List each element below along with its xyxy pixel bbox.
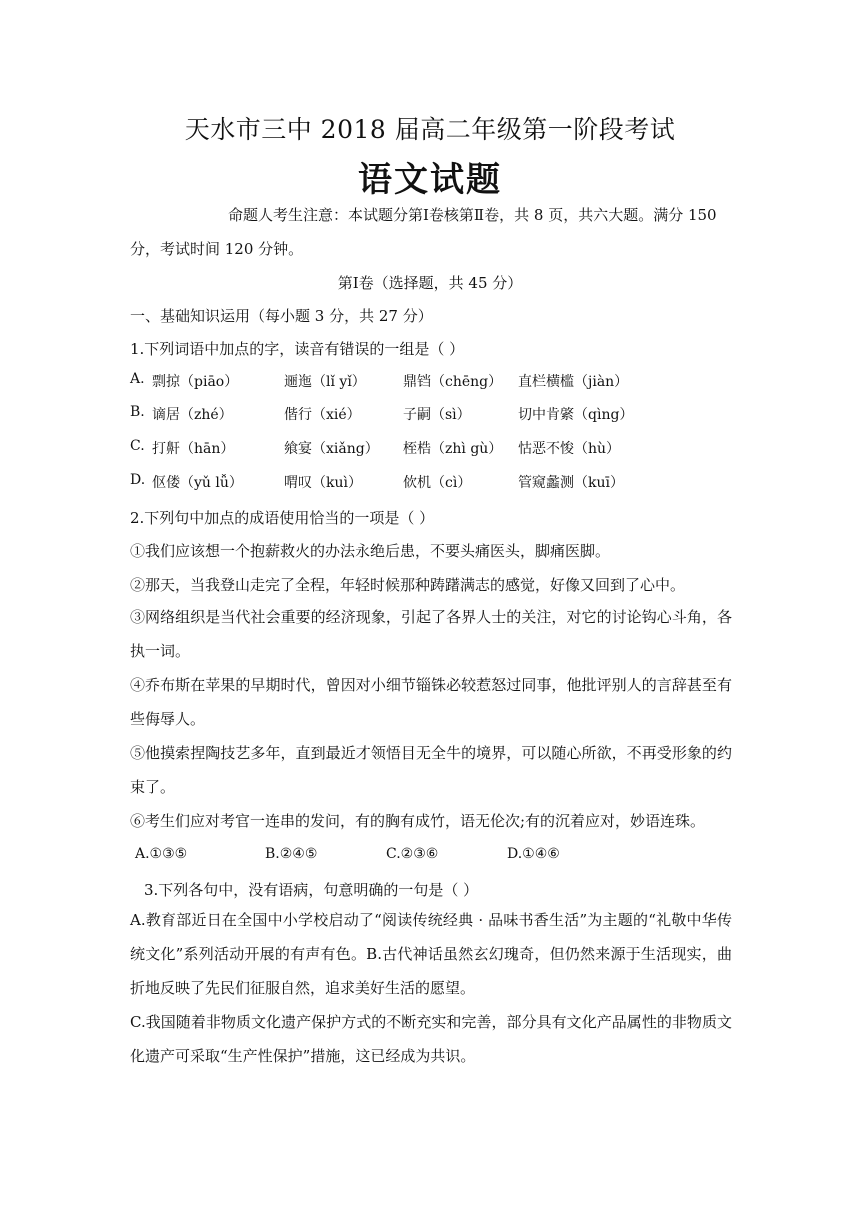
sentence-1: ①我们应该想一个抱薪救火的办法永绝后患，不要头痛医头，脚痛医脚。	[130, 542, 611, 560]
choice-a: A.①③⑤	[135, 846, 188, 862]
question-2-stem: 2.下列句中加点的成语使用恰当的一项是（ ）	[130, 509, 435, 527]
word-item: 直栏横槛（jiàn）	[518, 374, 629, 390]
word-item: 偕行（xié）	[284, 407, 361, 423]
q3-option-c: C.我国随着非物质文化遗产保护方式的不断充实和完善，部分具有文化产品属性的非物质文化遗产可采取“生产性保护”措施，这已经成为共识。	[130, 1013, 732, 1065]
question-1-stem: 1.下列词语中加点的字，读音有错误的一组是（ ）	[130, 340, 465, 358]
word-item: 剽掠（piāo）	[152, 374, 239, 390]
sentence-6: ⑥考生们应对考官一连串的发问，有的胸有成竹，语无伦次;有的沉着应对，妙语连珠。	[130, 812, 706, 830]
sentence-3: ③网络组织是当代社会重要的经济现象，引起了各界人士的关注，对它的讨论钩心斗角，各执一词。	[130, 608, 732, 660]
word-item: 谪居（zhé）	[152, 407, 233, 423]
word-item: 打鼾（hān）	[152, 441, 235, 457]
notice-line-2: 分，考试时间 120 分钟。	[130, 240, 304, 258]
part-heading: 一、基础知识运用（每小题 3 分，共 27 分）	[130, 307, 433, 325]
option-label: C.	[130, 438, 145, 454]
word-item: 喟叹（kuì）	[284, 475, 362, 491]
word-item: 子嗣（sì）	[403, 407, 471, 423]
choice-c: C.②③⑥	[386, 846, 439, 862]
exam-title: 天水市三中 2018 届高二年级第一阶段考试	[184, 115, 676, 144]
word-item: 桎梏（zhì gù）	[403, 441, 503, 457]
word-item: 逦迤（lǐ yǐ）	[284, 374, 366, 390]
word-item: 佽机（cì）	[403, 475, 472, 491]
option-label: A.	[130, 371, 145, 387]
choice-b: B.②④⑤	[265, 846, 318, 862]
option-label: B.	[130, 404, 145, 420]
word-item: 切中肯綮（qìng）	[518, 407, 634, 423]
choice-d: D.①④⑥	[507, 846, 560, 862]
word-item: 怙恶不悛（hù）	[518, 441, 621, 457]
sentence-5: ⑤他摸索捏陶技艺多年，直到最近才领悟目无全牛的境界，可以随心所欲，不再受形象的约束了。	[130, 744, 732, 796]
q3-option-a-b: A.教育部近日在全国中小学校启动了“阅读传统经典 · 品味书香生活”为主题的“礼敬中华传统文化”系列活动开展的有声有色。B.古代神话虽然玄幻瑰奇，但仍然来源于生活现实，曲折地反映了先民们征服自然，追求美好生活的愿望。	[130, 911, 732, 997]
sentence-4: ④乔布斯在苹果的早期时代，曾因对小细节锱铢必较惹怒过同事，他批评别人的言辞甚至有些侮辱人。	[130, 676, 732, 728]
sentence-2: ②那天，当我登山走完了全程，年轻时候那种踌躇满志的感觉，好像又回到了心中。	[130, 576, 686, 594]
notice-line-1: 命题人考生注意：本试题分第Ⅰ卷核第Ⅱ卷，共 8 页，共六大题。满分 150	[228, 206, 717, 224]
word-item: 鼎铛（chēng）	[403, 374, 503, 390]
option-label: D.	[130, 472, 146, 488]
section-heading: 第Ⅰ卷（选择题，共 45 分）	[337, 274, 523, 292]
word-item: 伛偻（yǔ lǚ）	[152, 475, 243, 491]
word-item: 飨宴（xiǎng）	[284, 441, 379, 457]
word-item: 管窥蠡测（kuī）	[518, 475, 624, 491]
question-3-stem: 3.下列各句中，没有语病，句意明确的一句是（ ）	[144, 881, 479, 899]
subject-title: 语文试题	[358, 160, 502, 200]
